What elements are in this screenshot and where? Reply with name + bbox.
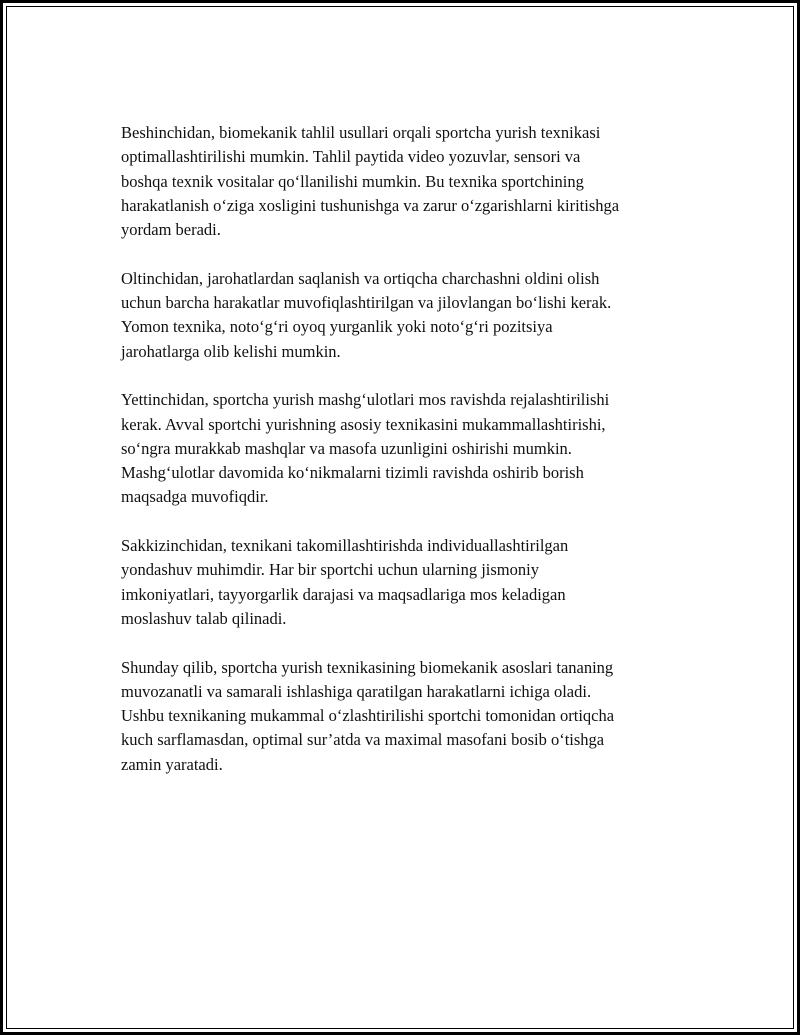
document-body (121, 121, 691, 801)
paragraph-oltinchidan: Oltinchidan, jarohatlardan saqlanish va ortiqcha charchashni oldini olish uchun barcha harakatlar muvofiqlashtirilgan va jilovlangan bo‘lishi kerak. Yomon texnika, noto‘g‘ri oyoq yurganlik yoki noto‘g‘ri pozitsiya jarohatlarga olib kelishi mumkin. (121, 268, 612, 361)
paragraph-sakkizinchidan: Sakkizinchidan, texnikani takomillashtirishda individuallashtirilgan yondashuv muhimdir. Har bir sportchi uchun ularning jismoniy imkoniyatlari, tayyorgarlik darajasi va maqsadlariga mos keladigan moslashuv talab qilinadi. (121, 536, 569, 628)
paragraph-beshinchidan: Beshinchidan, biomekanik tahlil usullari orqali sportcha yurish texnikasi optimallashtirilishi mumkin. Tahlil paytida video yozuvlar, sensori va boshqa texnik vositalar qo‘llanilishi mumkin. Bu texnika sportchining harakatlanish o‘ziga xosligini tushunishga va zarur o‘zgarishlarni kiritishga yordam beradi. (121, 123, 620, 240)
paragraph-shunday-qilib: Shunday qilib, sportcha yurish texnikasining biomekanik asoslari tananing muvozanatli va samarali ishlashiga qaratilgan harakatlarni ichiga oladi. Ushbu texnikaning mukammal o‘zlashtirilishi sportchi tomonidan ortiqcha kuch sarflamasdan, optimal sur’atda va maximal masofani bosib o‘tishga zamin yaratadi. (121, 657, 615, 774)
paragraph-yettinchidan: Yettinchidan, sportcha yurish mashg‘ulotlari mos ravishda rejalashtirilishi kerak. Avval sportchi yurishning asosiy texnikasini mukammallashtirishi, so‘ngra murakkab mashqlar va masofa uzunligini oshirishi mumkin. Mashg‘ulotlar davomida ko‘nikmalarni tizimli ravishda oshirib borish maqsadga muvofiqdir. (121, 390, 610, 507)
